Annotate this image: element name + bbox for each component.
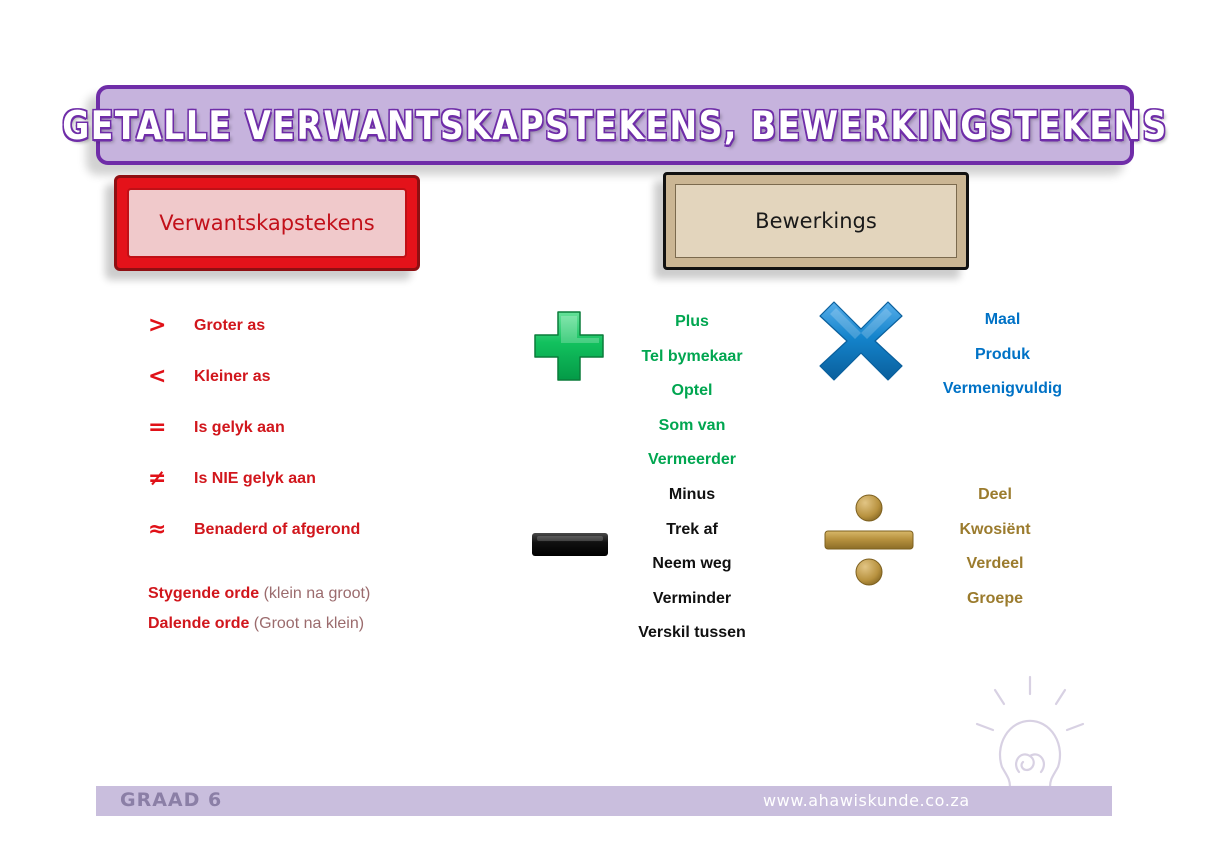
footer-website-url: www.ahawiskunde.co.za xyxy=(763,791,970,810)
section-header-relations-inner xyxy=(127,188,407,258)
page-title-banner xyxy=(62,85,1168,165)
list-item: Tel bymekaar xyxy=(641,347,743,365)
relation-symbol-not-equals-icon: ≠ xyxy=(148,466,167,491)
list-item xyxy=(148,402,478,453)
ordering-note-descending-term: Dalende orde xyxy=(148,615,250,632)
relation-symbol-equals-icon: = xyxy=(148,415,167,440)
relation-label: Is NIE gelyk aan xyxy=(194,469,316,487)
list-item xyxy=(148,300,478,351)
relation-symbol-list xyxy=(148,300,478,555)
ordering-note-ascending-term: Stygende orde xyxy=(148,585,260,602)
list-item: Groepe xyxy=(966,589,1023,607)
relation-label: Groter as xyxy=(194,316,266,334)
multiply-word-list xyxy=(915,303,1090,407)
list-item: Verminder xyxy=(652,589,732,607)
list-item: Maal xyxy=(984,311,1021,328)
relation-label: Benaderd of afgerond xyxy=(194,520,361,538)
ordering-note-ascending xyxy=(148,585,568,603)
plus-word-list xyxy=(612,305,772,478)
list-item: Optel xyxy=(671,382,713,399)
list-item: Kwosiënt xyxy=(959,520,1031,538)
ordering-note-descending-desc: (Groot na klein) xyxy=(249,615,365,632)
plus-icon xyxy=(533,310,605,382)
list-item xyxy=(148,351,478,402)
relation-symbol-less-than-icon: < xyxy=(148,364,167,389)
section-header-relations xyxy=(114,175,420,271)
relation-label: Is gelyk aan xyxy=(194,418,285,436)
ordering-notes xyxy=(148,585,568,645)
list-item: Som van xyxy=(658,416,726,434)
relation-symbol-greater-than-icon: > xyxy=(148,313,167,338)
ordering-note-ascending-desc: (klein na groot) xyxy=(259,585,371,602)
list-item: Minus xyxy=(668,486,716,503)
section-header-operations-label: Bewerkings xyxy=(755,209,877,233)
ordering-note-descending xyxy=(148,615,568,633)
list-item: Verdeel xyxy=(966,555,1024,572)
list-item: Trek af xyxy=(666,520,718,538)
list-item: Neem weg xyxy=(652,555,732,572)
footer-grade-label: GRAAD 6 xyxy=(120,789,223,811)
list-item: Verskil tussen xyxy=(638,624,746,641)
relation-symbol-approximately-equal-icon: ≈ xyxy=(148,517,167,542)
page-title: GETALLE VERWANTSKAPSTEKENS, BEWERKINGSTEKENS xyxy=(62,101,1168,149)
section-header-relations-label: Verwantskapstekens xyxy=(159,211,375,235)
list-item: Plus xyxy=(675,313,709,330)
list-item xyxy=(148,453,478,504)
list-item: Deel xyxy=(978,486,1012,503)
list-item: Vermeerder xyxy=(647,451,737,468)
divide-icon xyxy=(822,493,916,587)
section-header-operations-inner xyxy=(675,184,957,258)
divide-word-list xyxy=(915,478,1075,616)
list-item: Vermenigvuldig xyxy=(942,380,1063,397)
relation-label: Kleiner as xyxy=(194,367,271,385)
multiply-icon xyxy=(818,300,904,382)
section-header-operations xyxy=(663,172,969,270)
minus-icon xyxy=(531,531,609,559)
minus-word-list xyxy=(612,478,772,651)
list-item xyxy=(148,504,478,555)
list-item: Produk xyxy=(974,345,1031,363)
